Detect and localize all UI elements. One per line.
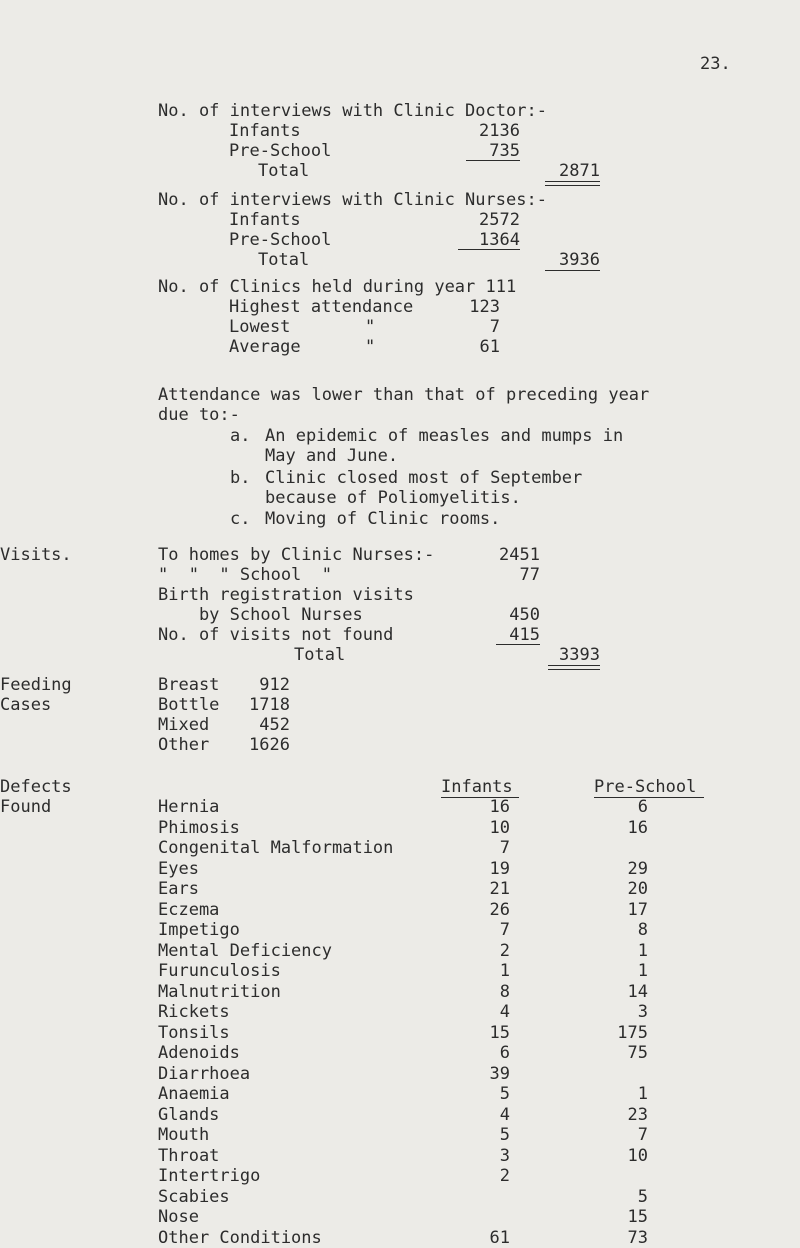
defect-preschool-value: 8 [637, 920, 648, 940]
page-number: 23. [700, 54, 731, 74]
defect-infants-value: 7 [499, 920, 510, 940]
attendance-item-c-line-1: Moving of Clinic rooms. [265, 509, 501, 529]
visits-row-value: 77 [519, 565, 540, 585]
defect-infants-value: 4 [499, 1105, 510, 1125]
doctor-total-value: 2871 [559, 161, 600, 181]
doctor-heading: No. of interviews with Clinic Doctor:- [158, 101, 547, 121]
defect-preschool-value: 23 [627, 1105, 648, 1125]
defect-infants-value: 5 [499, 1084, 510, 1104]
defect-label: Anaemia [158, 1084, 230, 1104]
defect-preschool-value: 1 [637, 961, 648, 981]
defect-infants-value: 1 [499, 961, 510, 981]
defects-side-label-2: Found [0, 797, 52, 817]
doctor-total-rule [545, 181, 600, 186]
visits-row-value: 450 [509, 605, 540, 625]
defect-preschool-value: 5 [637, 1187, 648, 1207]
defects-col-preschool: Pre-School [594, 777, 697, 797]
defect-infants-value: 4 [499, 1002, 510, 1022]
visits-row-value: 2451 [499, 545, 540, 565]
clinics-average-ditto: " [365, 337, 376, 357]
attendance-item-b-line-2: because of Poliomyelitis. [265, 488, 521, 508]
defect-infants-value: 10 [489, 818, 510, 838]
feeding-mixed-label: Mixed [158, 715, 210, 735]
feeding-side-label-1: Feeding [0, 675, 72, 695]
attendance-item-c-marker: c. [230, 509, 251, 529]
visits-total-label: Total [294, 645, 346, 665]
feeding-breast-value: 912 [259, 675, 290, 695]
clinics-heading: No. of Clinics held during year 111 [158, 277, 517, 297]
doctor-preschool-label: Pre-School [229, 141, 332, 161]
defects-col-infants: Infants [441, 777, 513, 797]
defect-preschool-value: 17 [627, 900, 648, 920]
nurses-preschool-label: Pre-School [229, 230, 332, 250]
clinics-lowest-label: Lowest [229, 317, 291, 337]
defect-label: Eyes [158, 859, 199, 879]
nurses-preschool-value: 1364 [479, 230, 520, 250]
feeding-bottle-label: Bottle [158, 695, 220, 715]
feeding-other-label: Other [158, 735, 210, 755]
doctor-infants-label: Infants [229, 121, 301, 141]
nurses-total-label: Total [258, 250, 310, 270]
clinics-highest-value: 123 [469, 297, 500, 317]
defect-preschool-value: 29 [627, 859, 648, 879]
defect-infants-value: 7 [499, 838, 510, 858]
defect-label: Other Conditions [158, 1228, 322, 1248]
defect-infants-value: 2 [499, 1166, 510, 1186]
defect-label: Throat [158, 1146, 220, 1166]
defect-infants-value: 16 [489, 797, 510, 817]
clinics-average-value: 61 [479, 337, 500, 357]
defect-label: Malnutrition [158, 982, 281, 1002]
defect-preschool-value: 15 [627, 1207, 648, 1227]
visits-side-label: Visits. [0, 545, 72, 565]
attendance-item-a-line-2: May and June. [265, 446, 399, 466]
doctor-subtotal-rule [466, 160, 520, 161]
doctor-infants-value: 2136 [479, 121, 520, 141]
defect-infants-value: 61 [489, 1228, 510, 1248]
defect-preschool-value: 175 [617, 1023, 648, 1043]
defect-preschool-value: 3 [637, 1002, 648, 1022]
defect-label: Rickets [158, 1002, 230, 1022]
clinics-lowest-ditto: " [365, 317, 376, 337]
clinics-average-label: Average [229, 337, 301, 357]
clinics-lowest-value: 7 [489, 317, 500, 337]
defect-label: Glands [158, 1105, 220, 1125]
defect-label: Phimosis [158, 818, 240, 838]
feeding-other-value: 1626 [249, 735, 290, 755]
defect-preschool-value: 14 [627, 982, 648, 1002]
defect-preschool-value: 7 [637, 1125, 648, 1145]
defect-preschool-value: 75 [627, 1043, 648, 1063]
defect-label: Intertrigo [158, 1166, 261, 1186]
attendance-item-b-line-1: Clinic closed most of September [265, 468, 583, 488]
attendance-line-2: due to:- [158, 405, 240, 425]
nurses-infants-label: Infants [229, 210, 301, 230]
defect-label: Eczema [158, 900, 220, 920]
defect-infants-value: 19 [489, 859, 510, 879]
defect-label: Hernia [158, 797, 220, 817]
defect-label: Congenital Malformation [158, 838, 394, 858]
feeding-mixed-value: 452 [259, 715, 290, 735]
feeding-breast-label: Breast [158, 675, 220, 695]
defect-label: Tonsils [158, 1023, 230, 1043]
feeding-side-label-2: Cases [0, 695, 52, 715]
feeding-bottle-value: 1718 [249, 695, 290, 715]
defect-preschool-value: 6 [637, 797, 648, 817]
nurses-total-rule [545, 270, 600, 271]
visits-row-label: Birth registration visits [158, 585, 414, 605]
nurses-infants-value: 2572 [479, 210, 520, 230]
defect-infants-value: 2 [499, 941, 510, 961]
nurses-total-value: 3936 [559, 250, 600, 270]
attendance-item-a-line-1: An epidemic of measles and mumps in [265, 426, 624, 446]
defect-label: Impetigo [158, 920, 240, 940]
visits-total-rule [548, 665, 600, 670]
visits-total-value: 3393 [559, 645, 600, 665]
defect-label: Ears [158, 879, 199, 899]
defect-label: Mental Deficiency [158, 941, 332, 961]
defect-preschool-value: 20 [627, 879, 648, 899]
defect-preschool-value: 73 [627, 1228, 648, 1248]
clinics-highest-label: Highest attendance [229, 297, 414, 317]
defect-label: Nose [158, 1207, 199, 1227]
defect-label: Furunculosis [158, 961, 281, 981]
visits-row-value: 415 [509, 625, 540, 645]
nurses-subtotal-rule [458, 249, 520, 250]
visits-row-label: No. of visits not found [158, 625, 394, 645]
attendance-item-a-marker: a. [230, 426, 251, 446]
attendance-line-1: Attendance was lower than that of preceding year [158, 385, 650, 405]
nurses-heading: No. of interviews with Clinic Nurses:- [158, 190, 547, 210]
defects-side-label-1: Defects [0, 777, 72, 797]
defect-preschool-value: 16 [627, 818, 648, 838]
defect-preschool-value: 1 [637, 1084, 648, 1104]
defect-label: Diarrhoea [158, 1064, 251, 1084]
defect-infants-value: 39 [489, 1064, 510, 1084]
defect-infants-value: 21 [489, 879, 510, 899]
defect-preschool-value: 1 [637, 941, 648, 961]
defect-label: Scabies [158, 1187, 230, 1207]
doctor-preschool-value: 735 [489, 141, 520, 161]
doctor-total-label: Total [258, 161, 310, 181]
defect-label: Adenoids [158, 1043, 240, 1063]
defect-infants-value: 15 [489, 1023, 510, 1043]
defect-infants-value: 8 [499, 982, 510, 1002]
defect-infants-value: 26 [489, 900, 510, 920]
defect-infants-value: 6 [499, 1043, 510, 1063]
defect-label: Mouth [158, 1125, 210, 1145]
defect-infants-value: 5 [499, 1125, 510, 1145]
visits-row-label: To homes by Clinic Nurses:- [158, 545, 435, 565]
defect-infants-value: 3 [499, 1146, 510, 1166]
visits-row-label: by School Nurses [158, 605, 363, 625]
defect-preschool-value: 10 [627, 1146, 648, 1166]
attendance-item-b-marker: b. [230, 468, 251, 488]
visits-row-label: " " " School " [158, 565, 332, 585]
